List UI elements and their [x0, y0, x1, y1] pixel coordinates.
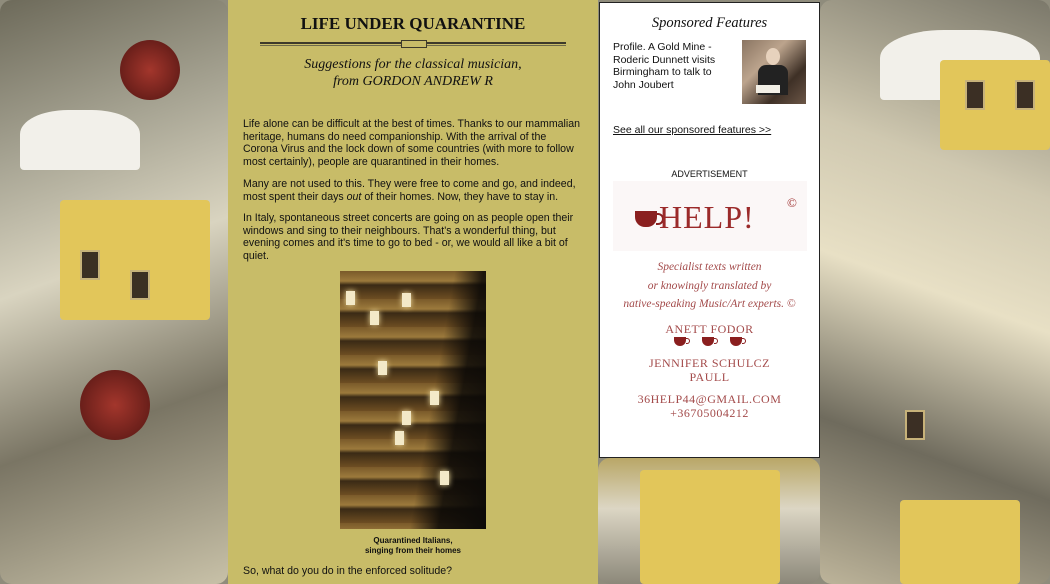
ad-name: JENNIFER SCHULCZ	[648, 356, 770, 370]
background-window	[130, 270, 150, 300]
lit-window	[430, 391, 439, 405]
ad-name: PAULL	[689, 370, 730, 384]
see-all-features-link[interactable]: See all our sponsored features >>	[613, 124, 772, 136]
background-window	[80, 250, 100, 280]
background-window	[965, 80, 985, 110]
feature-thumbnail[interactable]	[742, 40, 806, 104]
background-red-cap	[80, 370, 150, 440]
background-window	[905, 410, 925, 440]
lit-window	[402, 411, 411, 425]
divider-ornament	[401, 40, 427, 48]
paragraph-text: In Italy, spontaneous street concerts are going on as people open their windows and sing to their neighbours. That's a wonderful thing, but evening comes and it's time to go to bed - or, we would all like a bit of quiet.	[243, 212, 574, 262]
paragraph-segment: of their homes. Now, they have to stay in.	[361, 190, 559, 203]
advertisement-label: ADVERTISEMENT	[671, 169, 748, 179]
paragraph-emphasis: out	[346, 190, 362, 203]
closing-question: So, what do you do in the enforced solitude?	[243, 565, 453, 577]
tagline-line: Specialist texts written	[657, 261, 762, 273]
lit-window	[395, 431, 404, 445]
teacup-icon	[674, 337, 686, 346]
lit-window	[346, 291, 355, 305]
paragraph-text	[243, 178, 583, 203]
paragraph-segment: Many are not used to this. They were free to come and go, and indeed, most spent their days	[243, 178, 576, 203]
caption-line: Quarantined Italians,	[373, 536, 453, 545]
teacup-row	[674, 337, 754, 349]
article-paragraph	[243, 118, 583, 168]
caption-line: singing from their homes	[364, 546, 461, 555]
copyright-mark: ©	[787, 195, 797, 210]
ad-tagline	[600, 258, 819, 314]
help-logo-word: HELP!	[659, 199, 755, 235]
background-house	[640, 470, 780, 584]
subtitle-byline: from GORDON ANDREW R	[333, 74, 493, 89]
lit-window	[402, 293, 411, 307]
teacup-icon	[702, 337, 714, 346]
tagline-line: or knowingly translated by	[647, 279, 772, 292]
lit-window	[370, 311, 379, 325]
teacup-icon	[730, 337, 742, 346]
feature-link[interactable]: Profile. A Gold Mine - Roderic Dunnett visits Birmingham to talk to John Joubert	[613, 41, 716, 91]
teacup-icon	[635, 211, 657, 227]
portrait-head	[766, 48, 780, 65]
lit-window	[440, 471, 449, 485]
background-roof	[20, 110, 140, 170]
article-subtitle	[228, 56, 598, 90]
article-title: LIFE UNDER QUARANTINE	[300, 14, 526, 33]
ad-email[interactable]: 36HELP44@GMAIL.COM	[637, 392, 782, 406]
paragraph-text: Life alone can be difficult at the best of times. Thanks to our mammalian heritage, humans do need companionship. With the arrival of the Corona Virus and the lock down of some countries (with more to follow most certainly), people are quarantined in their homes.	[243, 118, 581, 168]
ad-phone[interactable]: +36705004212	[670, 406, 749, 420]
portrait-book	[756, 85, 780, 93]
article-panel	[228, 0, 598, 584]
sidebar-title: Sponsored Features	[651, 15, 768, 31]
background-red-cap	[120, 40, 180, 100]
background-house	[900, 500, 1020, 584]
help-ad-logo[interactable]	[613, 181, 807, 251]
article-paragraph	[243, 212, 583, 262]
lit-window	[378, 361, 387, 375]
tagline-line: native-speaking Music/Art experts. ©	[623, 298, 796, 310]
sponsored-sidebar	[599, 2, 820, 458]
article-photo[interactable]	[340, 271, 486, 529]
subtitle-line: Suggestions for the classical musician,	[304, 57, 522, 72]
article-paragraph	[243, 178, 583, 203]
photo-caption	[340, 536, 486, 556]
background-window	[1015, 80, 1035, 110]
ad-name: ANETT FODOR	[665, 322, 754, 336]
